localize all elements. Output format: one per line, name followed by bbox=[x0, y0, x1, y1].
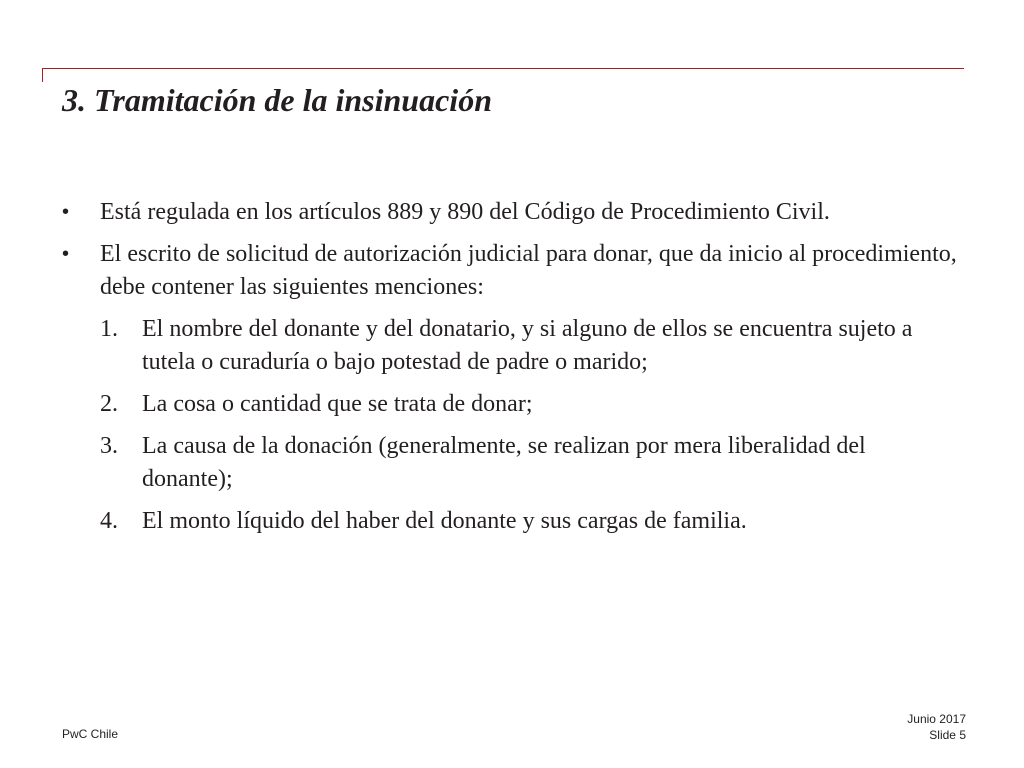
item-text: La cosa o cantidad que se trata de donar; bbox=[142, 391, 533, 417]
bullet-item bbox=[62, 196, 962, 229]
bullet-marker: • bbox=[62, 243, 70, 265]
bullet-marker: • bbox=[62, 201, 70, 223]
item-text: La causa de la donación (generalmente, se realizan por mera liberalidad del donante); bbox=[142, 433, 866, 492]
bullet-item bbox=[62, 238, 962, 304]
bullet-text: El escrito de solicitud de autorización judicial para donar, que da inicio al procedimiento, debe contener las siguientes menciones: bbox=[100, 241, 957, 300]
item-number: 4. bbox=[100, 508, 118, 534]
footer-slide-number: Slide 5 bbox=[929, 728, 966, 742]
item-text: El nombre del donante y del donatario, y si alguno de ellos se encuentra sujeto a tutela o curaduría o bajo potestad de padre o marido; bbox=[142, 316, 913, 375]
numbered-item bbox=[62, 313, 962, 379]
item-number: 1. bbox=[100, 316, 118, 342]
numbered-item bbox=[62, 505, 962, 538]
numbered-item bbox=[62, 430, 962, 496]
title-rule bbox=[42, 68, 964, 69]
item-number: 2. bbox=[100, 391, 118, 417]
footer-meta bbox=[907, 711, 966, 743]
title-rule-tick bbox=[42, 68, 43, 82]
footer-date: Junio 2017 bbox=[907, 712, 966, 726]
footer-company: PwC Chile bbox=[62, 727, 119, 741]
item-text: El monto líquido del haber del donante y sus cargas de familia. bbox=[142, 508, 747, 534]
item-number: 3. bbox=[100, 433, 118, 459]
numbered-item bbox=[62, 388, 962, 421]
numbered-list bbox=[62, 313, 962, 538]
bullet-text: Está regulada en los artículos 889 y 890 del Código de Procedimiento Civil. bbox=[100, 199, 830, 225]
slide-content bbox=[62, 196, 962, 547]
slide-title: 3. Tramitación de la insinuación bbox=[62, 82, 492, 118]
